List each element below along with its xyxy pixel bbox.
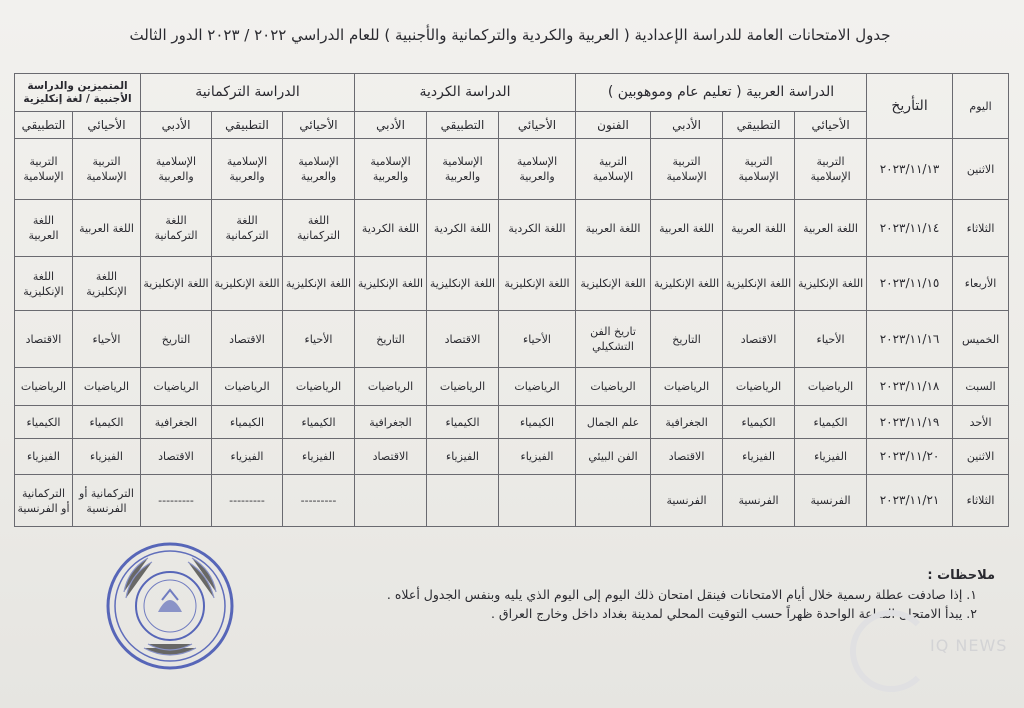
subject-cell: اللغة التركمانية [212,200,283,257]
subject-cell: التربية الإسلامية [15,139,73,200]
subject-cell: الكيمياء [499,406,576,439]
subject-cell: الاقتصاد [651,439,723,475]
subject-cell: الكيمياء [212,406,283,439]
subject-cell: التاريخ [141,311,212,368]
subject-cell: الجغرافية [355,406,427,439]
subject-cell: الفرنسية [723,475,795,527]
subject-cell: الاقتصاد [355,439,427,475]
row-date: ٢٠٢٣/١١/٢٠ [867,439,953,475]
subject-cell: الإسلامية والعربية [355,139,427,200]
subject-cell: الكيمياء [15,406,73,439]
subject-cell: اللغة العربية [576,200,651,257]
subject-cell: --------- [212,475,283,527]
subject-cell: الكيمياء [427,406,499,439]
subject-cell: الإسلامية والعربية [283,139,355,200]
branch-kurdish-applied: التطبيقي [427,112,499,139]
subject-cell: الفيزياء [15,439,73,475]
exam-schedule-table [14,73,1009,527]
row-day: الثلاثاء [953,475,1009,527]
subject-cell: الفرنسية [795,475,867,527]
subject-cell: --------- [283,475,355,527]
subject-cell: اللغة الإنكليزية [651,257,723,311]
subject-cell [576,475,651,527]
subject-cell: اللغة الإنكليزية [795,257,867,311]
subject-cell: الكيمياء [73,406,141,439]
branch-foreign-applied: التطبيقي [15,112,73,139]
subject-cell: الفيزياء [723,439,795,475]
row-date: ٢٠٢٣/١١/١٥ [867,257,953,311]
subject-cell: الأحياء [795,311,867,368]
subject-cell: الرياضيات [212,368,283,406]
branch-turkmen-applied: التطبيقي [212,112,283,139]
subject-cell: اللغة الإنكليزية [15,257,73,311]
subject-cell: اللغة الإنكليزية [212,257,283,311]
header-row-branches [15,112,1009,139]
row-date: ٢٠٢٣/١١/١٨ [867,368,953,406]
subject-cell: الرياضيات [141,368,212,406]
header-arabic-group: الدراسة العربية ( تعليم عام وموهوبين ) [576,74,867,112]
branch-turkmen-biology: الأحيائي [283,112,355,139]
table-row [15,311,1009,368]
subject-cell: اللغة العربية [723,200,795,257]
header-turkmen-group: الدراسة التركمانية [141,74,355,112]
watermark-logo-icon [850,610,932,692]
subject-cell: الكيمياء [723,406,795,439]
subject-cell: الرياضيات [499,368,576,406]
subject-cell: الفيزياء [73,439,141,475]
subject-cell: الرياضيات [283,368,355,406]
subject-cell: اللغة العربية [15,200,73,257]
watermark-text: IQ NEWS [930,636,1008,655]
branch-foreign-biology: الأحيائي [73,112,141,139]
subject-cell: اللغة التركمانية [283,200,355,257]
row-day: الأحد [953,406,1009,439]
table-row [15,368,1009,406]
branch-arabic-arts: الفنون [576,112,651,139]
subject-cell: التركمانية أو الفرنسية [15,475,73,527]
subject-cell: تاريخ الفن التشكيلي [576,311,651,368]
header-kurdish-group: الدراسة الكردية [355,74,576,112]
subject-cell: الاقتصاد [15,311,73,368]
subject-cell: الجغرافية [651,406,723,439]
header-day: اليوم [953,74,1009,139]
notes-title: ملاحظات : [927,568,995,583]
subject-cell: الإسلامية والعربية [141,139,212,200]
row-day: الاثنين [953,439,1009,475]
header-row-groups [15,74,1009,112]
table-row [15,257,1009,311]
branch-arabic-applied: التطبيقي [723,112,795,139]
subject-cell: اللغة العربية [651,200,723,257]
row-date: ٢٠٢٣/١١/١٩ [867,406,953,439]
header-date: التأريخ [867,74,953,139]
row-day: السبت [953,368,1009,406]
table-row [15,139,1009,200]
table-row [15,406,1009,439]
subject-cell: الكيمياء [795,406,867,439]
subject-cell: اللغة العربية [73,200,141,257]
row-day: الاثنين [953,139,1009,200]
subject-cell: الرياضيات [427,368,499,406]
subject-cell [499,475,576,527]
subject-cell: التاريخ [651,311,723,368]
subject-cell: الرياضيات [651,368,723,406]
subject-cell: اللغة الإنكليزية [141,257,212,311]
subject-cell: الإسلامية والعربية [212,139,283,200]
subject-cell: الاقتصاد [723,311,795,368]
subject-cell: الجغرافية [141,406,212,439]
subject-cell: الرياضيات [15,368,73,406]
subject-cell: الرياضيات [723,368,795,406]
subject-cell: الفرنسية [651,475,723,527]
subject-cell: التركمانية أو الفرنسية [73,475,141,527]
branch-kurdish-literary: الأدبي [355,112,427,139]
note-item: ١. إذا صادفت عطلة رسمية خلال أيام الامتحانات فينقل امتحان ذلك اليوم إلى اليوم الذي يليه وبنفس الجدول أعلاه . [386,587,977,602]
row-day: الأربعاء [953,257,1009,311]
subject-cell: التربية الإسلامية [795,139,867,200]
subject-cell: الاقتصاد [212,311,283,368]
table-row [15,475,1009,527]
header-foreign-group: المتميزين والدراسة الأجنبية / لغة إنكليزية [15,74,141,112]
subject-cell: الفن البيئي [576,439,651,475]
branch-turkmen-literary: الأدبي [141,112,212,139]
subject-cell: اللغة الإنكليزية [283,257,355,311]
subject-cell: اللغة الكردية [427,200,499,257]
subject-cell: --------- [141,475,212,527]
subject-cell: الكيمياء [283,406,355,439]
subject-cell: علم الجمال [576,406,651,439]
subject-cell: اللغة العربية [795,200,867,257]
subject-cell: اللغة الإنكليزية [723,257,795,311]
branch-arabic-biology: الأحيائي [795,112,867,139]
row-date: ٢٠٢٣/١١/١٦ [867,311,953,368]
subject-cell: الأحياء [283,311,355,368]
branch-kurdish-biology: الأحيائي [499,112,576,139]
note-item: ٢. يبدأ الامتحان الساعة الواحدة ظهراً حسب التوقيت المحلي لمدينة بغداد داخل وخارج العراق . [490,606,977,621]
subject-cell: الفيزياء [427,439,499,475]
subject-cell [427,475,499,527]
subject-cell: الفيزياء [212,439,283,475]
table-row [15,200,1009,257]
table-row [15,439,1009,475]
subject-cell: التربية الإسلامية [723,139,795,200]
subject-cell: الرياضيات [355,368,427,406]
subject-cell: اللغة الكردية [355,200,427,257]
subject-cell: الاقتصاد [141,439,212,475]
subject-cell: اللغة التركمانية [141,200,212,257]
subject-cell: الرياضيات [73,368,141,406]
subject-cell: اللغة الإنكليزية [427,257,499,311]
branch-arabic-literary: الأدبي [651,112,723,139]
subject-cell: اللغة الكردية [499,200,576,257]
subject-cell: التاريخ [355,311,427,368]
document-title: جدول الامتحانات العامة للدراسة الإعدادية ( العربية والكردية والتركمانية والأجنبية ) للعام الدراسي ٢٠٢٢ / ٢٠٢٣ الدور الثالث [129,26,891,44]
subject-cell: اللغة الإنكليزية [355,257,427,311]
subject-cell: التربية الإسلامية [651,139,723,200]
subject-cell [355,475,427,527]
row-date: ٢٠٢٣/١١/٢١ [867,475,953,527]
subject-cell: الفيزياء [795,439,867,475]
row-date: ٢٠٢٣/١١/١٣ [867,139,953,200]
official-seal-stamp [104,540,236,672]
subject-cell: الإسلامية والعربية [427,139,499,200]
subject-cell: الاقتصاد [427,311,499,368]
subject-cell: الرياضيات [795,368,867,406]
row-date: ٢٠٢٣/١١/١٤ [867,200,953,257]
subject-cell: التربية الإسلامية [73,139,141,200]
subject-cell: اللغة الإنكليزية [576,257,651,311]
subject-cell: الأحياء [73,311,141,368]
subject-cell: الإسلامية والعربية [499,139,576,200]
subject-cell: الفيزياء [499,439,576,475]
subject-cell: الأحياء [499,311,576,368]
subject-cell: التربية الإسلامية [576,139,651,200]
subject-cell: اللغة الإنكليزية [73,257,141,311]
row-day: الخميس [953,311,1009,368]
subject-cell: الفيزياء [283,439,355,475]
subject-cell: الرياضيات [576,368,651,406]
subject-cell: اللغة الإنكليزية [499,257,576,311]
row-day: الثلاثاء [953,200,1009,257]
